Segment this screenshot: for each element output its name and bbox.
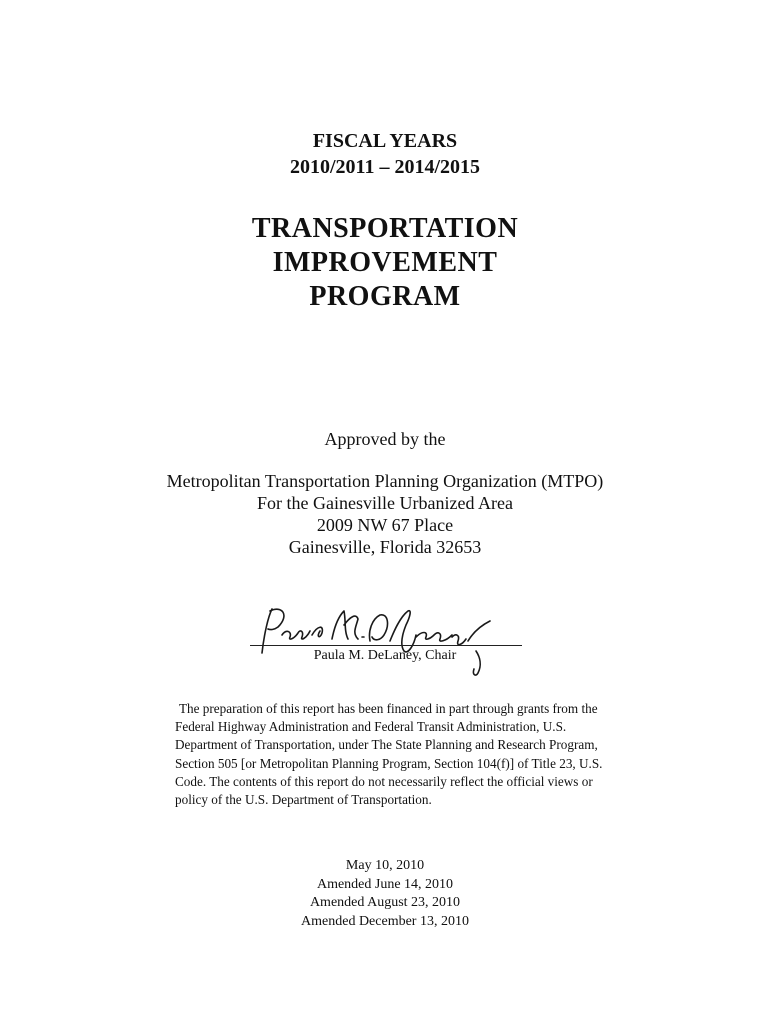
title-line-3: PROGRAM [309, 281, 461, 312]
fiscal-years-label: FISCAL YEARS [312, 130, 458, 152]
date-amended-1: Amended June 14, 2010 [316, 876, 454, 892]
signer-name: Paula M. DeLaney, Chair [313, 648, 457, 663]
handwritten-signature [240, 595, 530, 685]
title-line-1: TRANSPORTATION [251, 213, 519, 244]
address-city: Gainesville, Florida 32653 [288, 537, 482, 557]
organization-area: For the Gainesville Urbanized Area [257, 493, 513, 513]
approval-dates [0, 857, 770, 931]
address-street: 2009 NW 67 Place [316, 515, 454, 535]
fiscal-years-heading [0, 128, 770, 180]
signature-line [250, 645, 522, 646]
organization-name: Metropolitan Transportation Planning Organization (MTPO) [166, 471, 604, 491]
title-line-2: IMPROVEMENT [272, 247, 498, 278]
date-amended-2: Amended August 23, 2010 [309, 895, 461, 910]
approved-by: Approved by the [324, 429, 446, 449]
organization-block [0, 470, 770, 558]
funding-disclaimer [175, 700, 605, 809]
date-original: May 10, 2010 [345, 858, 425, 873]
fiscal-years-range: 2010/2011 – 2014/2015 [289, 156, 480, 178]
date-amended-3: Amended December 13, 2010 [301, 913, 469, 929]
signature-block [240, 595, 530, 685]
document-title [0, 212, 770, 314]
funding-disclaimer-text: The preparation of this report has been financed in part through grants from the Federal Highway Administration and Federal Transit Administration, U.S. Department of Transportation, under The State Planning and Research Program, Section 505 [or Metropolitan Planning Program, Section 104(f)] of Title 23, U.S. Code. The contents of this report do not necessarily reflect the official views or policy of the U.S. Department of Transportation. [175, 701, 603, 808]
